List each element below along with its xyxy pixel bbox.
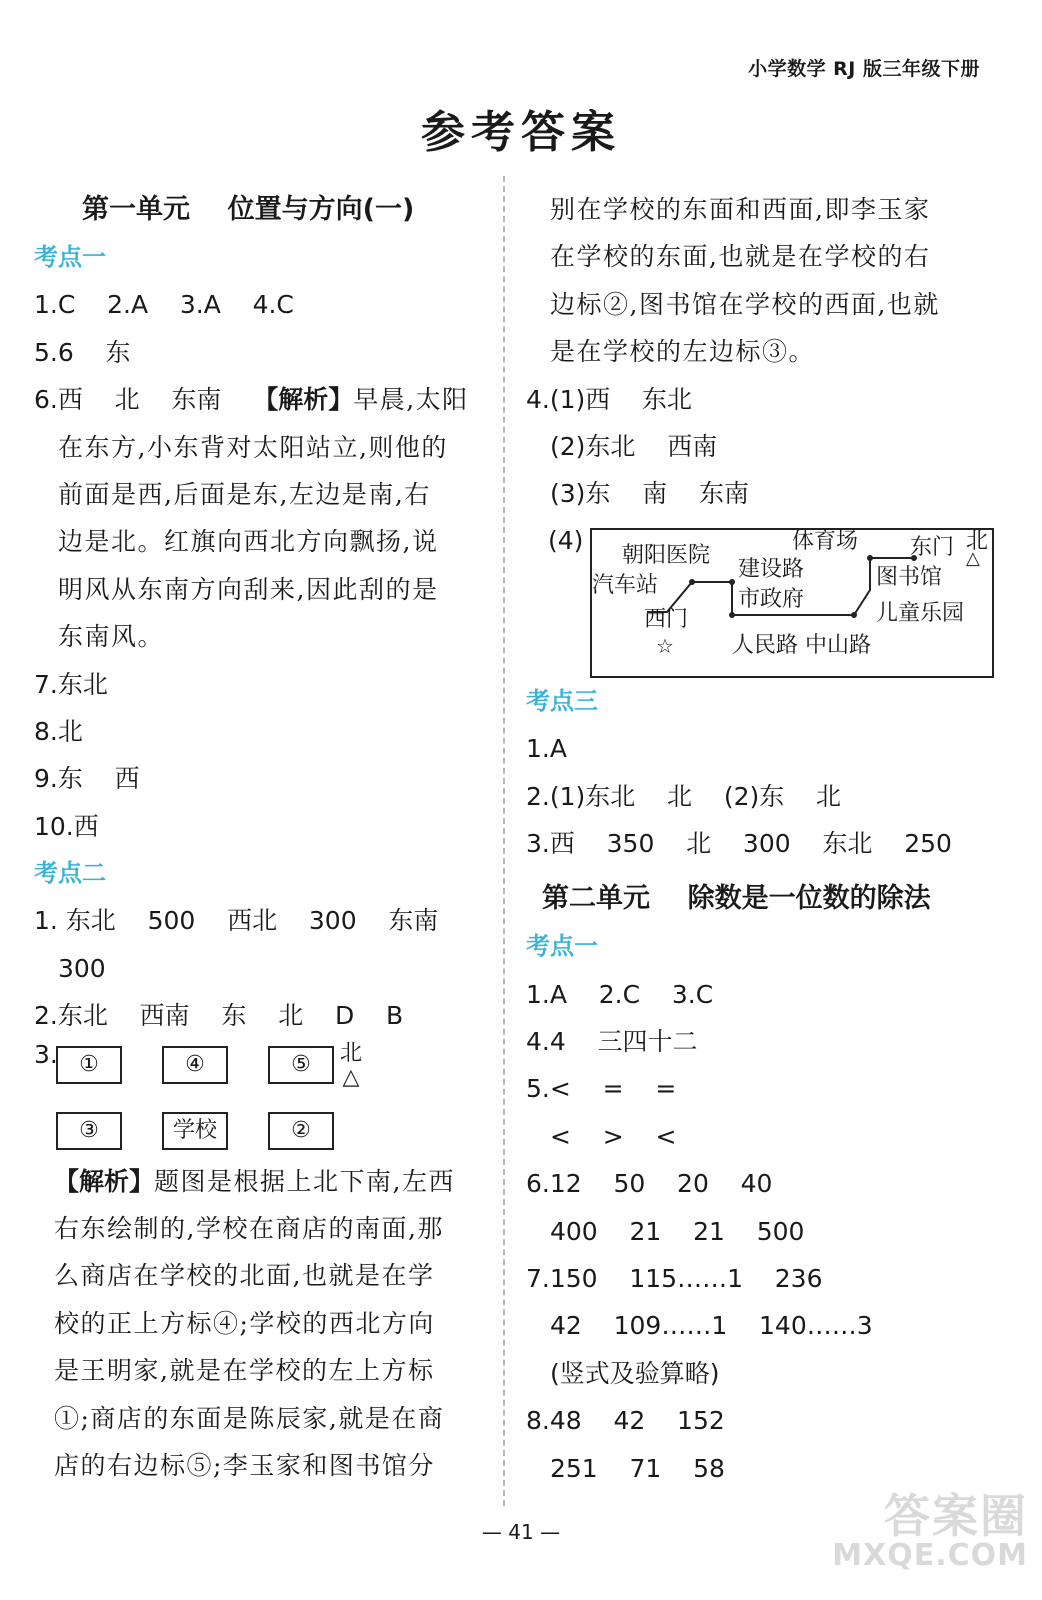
grid-box: ④ (162, 1046, 228, 1084)
analysis-tag: 【解析】 (253, 385, 354, 415)
route-map-row (526, 518, 989, 678)
unit2-title: 第二单元 除数是一位数的除法 (542, 883, 931, 915)
map-label-library: 图书馆 (876, 564, 943, 590)
analysis-line: 明风从东南方向刮来,因此刮的是 (58, 574, 439, 604)
north-arrow-icon: △ (966, 547, 980, 569)
route-map (590, 528, 994, 678)
map-label-government: 市政府 (738, 586, 805, 612)
analysis-line: 校的正上方标④;学校的西北方向 (54, 1308, 435, 1338)
answer-line: (竖式及验算略) (550, 1358, 720, 1388)
map-label-stadium: 体育场 (792, 528, 859, 554)
analysis-line: 在学校的东面,也就是在学校的右 (550, 242, 931, 272)
analysis-line: 右东绘制的,学校在商店的南面,那 (54, 1214, 444, 1244)
answer-line: 4.4 三四十二 (526, 1027, 698, 1057)
answer-line: 7.东北 (34, 669, 108, 699)
route-dot (867, 555, 873, 561)
route-dot (689, 579, 695, 585)
answer-line: 3.西 350 北 300 东北 250 (526, 828, 952, 858)
unit1-title: 第一单元 位置与方向(一) (82, 194, 415, 225)
map-label-north: 北 (966, 528, 989, 554)
map-label-bus-station: 汽车站 (592, 572, 659, 598)
analysis-line: 别在学校的东面和西面,即李玉家 (550, 195, 931, 224)
analysis-line: 是在学校的左边标③。 (550, 337, 816, 367)
analysis-text: 题图是根据上北下南,左西 (154, 1166, 455, 1196)
unit1-kd2-label: 考点二 (34, 859, 106, 888)
analysis-line: 店的右边标⑤;李玉家和图书馆分 (54, 1450, 435, 1480)
analysis-line: 边标②,图书馆在学校的西面,也就 (550, 289, 940, 319)
q3-grid-row2 (34, 1104, 484, 1158)
answer-line: 2.东北 西南 东 北 D B (34, 1001, 404, 1031)
q4-4-number: (4) (548, 525, 584, 555)
answer-line: 9.东 西 (34, 764, 140, 794)
answer-line-q6 (34, 376, 484, 423)
answer-line: 10.西 (34, 811, 99, 841)
route-dot (851, 612, 857, 618)
left-column (34, 186, 484, 1489)
north-label: 北 (340, 1040, 363, 1066)
answer-line: 8.48 42 152 (526, 1406, 725, 1436)
analysis-line: 前面是西,后面是东,左边是南,右 (58, 479, 431, 509)
answer-line: 1.A 2.C 3.C (526, 979, 714, 1009)
answer-line: 8.北 (34, 716, 83, 746)
answer-line: (2)东北 西南 (550, 431, 718, 461)
analysis-tag: 【解析】 (54, 1166, 155, 1196)
map-label-west-gate: 西门 (644, 606, 689, 632)
answer-line: 7.150 115……1 236 (526, 1264, 823, 1294)
page-number: — 41 — (481, 1520, 561, 1544)
analysis-line: ①;商店的东面是陈辰家,就是在商 (54, 1403, 445, 1433)
analysis-line: 是王明家,就是在学校的左上方标 (54, 1356, 435, 1386)
answer-line: 42 109……1 140……3 (550, 1311, 873, 1341)
watermark-url: MXQE.COM (832, 1538, 1028, 1573)
page-title: 参考答案 (421, 107, 621, 158)
star-icon: ☆ (656, 633, 674, 658)
map-label-east-gate: 东门 (910, 534, 955, 560)
analysis-line: 边是北。红旗向西北方向飘扬,说 (58, 527, 439, 557)
analysis-line: 东南风。 (58, 622, 165, 652)
map-label-park: 儿童乐园 (876, 600, 965, 626)
answer-line: (3)东 南 东南 (550, 479, 749, 509)
answer-line: 4.(1)西 东北 (526, 384, 693, 414)
answer-line: < > < (550, 1121, 677, 1151)
right-kd3-label: 考点三 (526, 686, 598, 715)
answer-line: 6.12 50 20 40 (526, 1169, 773, 1199)
right-column (526, 186, 989, 1492)
answer-line: 1.C 2.A 3.A 4.C (34, 290, 294, 320)
map-label-roads: 人民路 中山路 (732, 632, 871, 658)
column-divider (503, 176, 505, 1506)
unit2-kd1-label: 考点一 (526, 932, 598, 961)
route-dot (729, 579, 735, 585)
watermark-logo: 答案圈 (884, 1489, 1028, 1543)
answer-line: 1.A (526, 734, 567, 764)
analysis-first-line (34, 1158, 484, 1205)
answer-line: 1. 东北 500 西北 300 东南 (34, 906, 439, 936)
answer-line: 300 (58, 953, 106, 983)
q6-answer: 6.西 北 东南 (34, 385, 254, 415)
grid-box-school: 学校 (162, 1112, 228, 1150)
answer-line: 5.< = = (526, 1074, 677, 1104)
answer-line: 251 71 58 (550, 1453, 725, 1483)
book-header: 小学数学 RJ 版三年级下册 (748, 58, 980, 80)
unit1-kd1-label: 考点一 (34, 243, 106, 271)
grid-box: ② (268, 1112, 334, 1150)
analysis-line: 在东方,小东背对太阳站立,则他的 (58, 432, 448, 462)
grid-box: ⑤ (268, 1046, 334, 1084)
analysis-text: 早晨,太阳 (353, 385, 469, 415)
answer-line: 400 21 21 500 (550, 1216, 805, 1246)
map-label-jianshe-road: 建设路 (738, 556, 805, 582)
north-arrow-icon: △ (342, 1064, 360, 1090)
grid-box: ① (56, 1046, 122, 1084)
answer-line: 2.(1)东北 北 (2)东 北 (526, 781, 842, 811)
map-label-hospital: 朝阳医院 (622, 542, 711, 568)
analysis-line: 么商店在学校的北面,也就是在学 (54, 1261, 435, 1291)
route-dot (729, 612, 735, 618)
answer-line: 5.6 东 (34, 337, 131, 367)
grid-box: ③ (56, 1112, 122, 1150)
q3-number: 3. (34, 1039, 58, 1069)
north-indicator (340, 1042, 362, 1090)
q3-grid-row1 (34, 1040, 484, 1104)
